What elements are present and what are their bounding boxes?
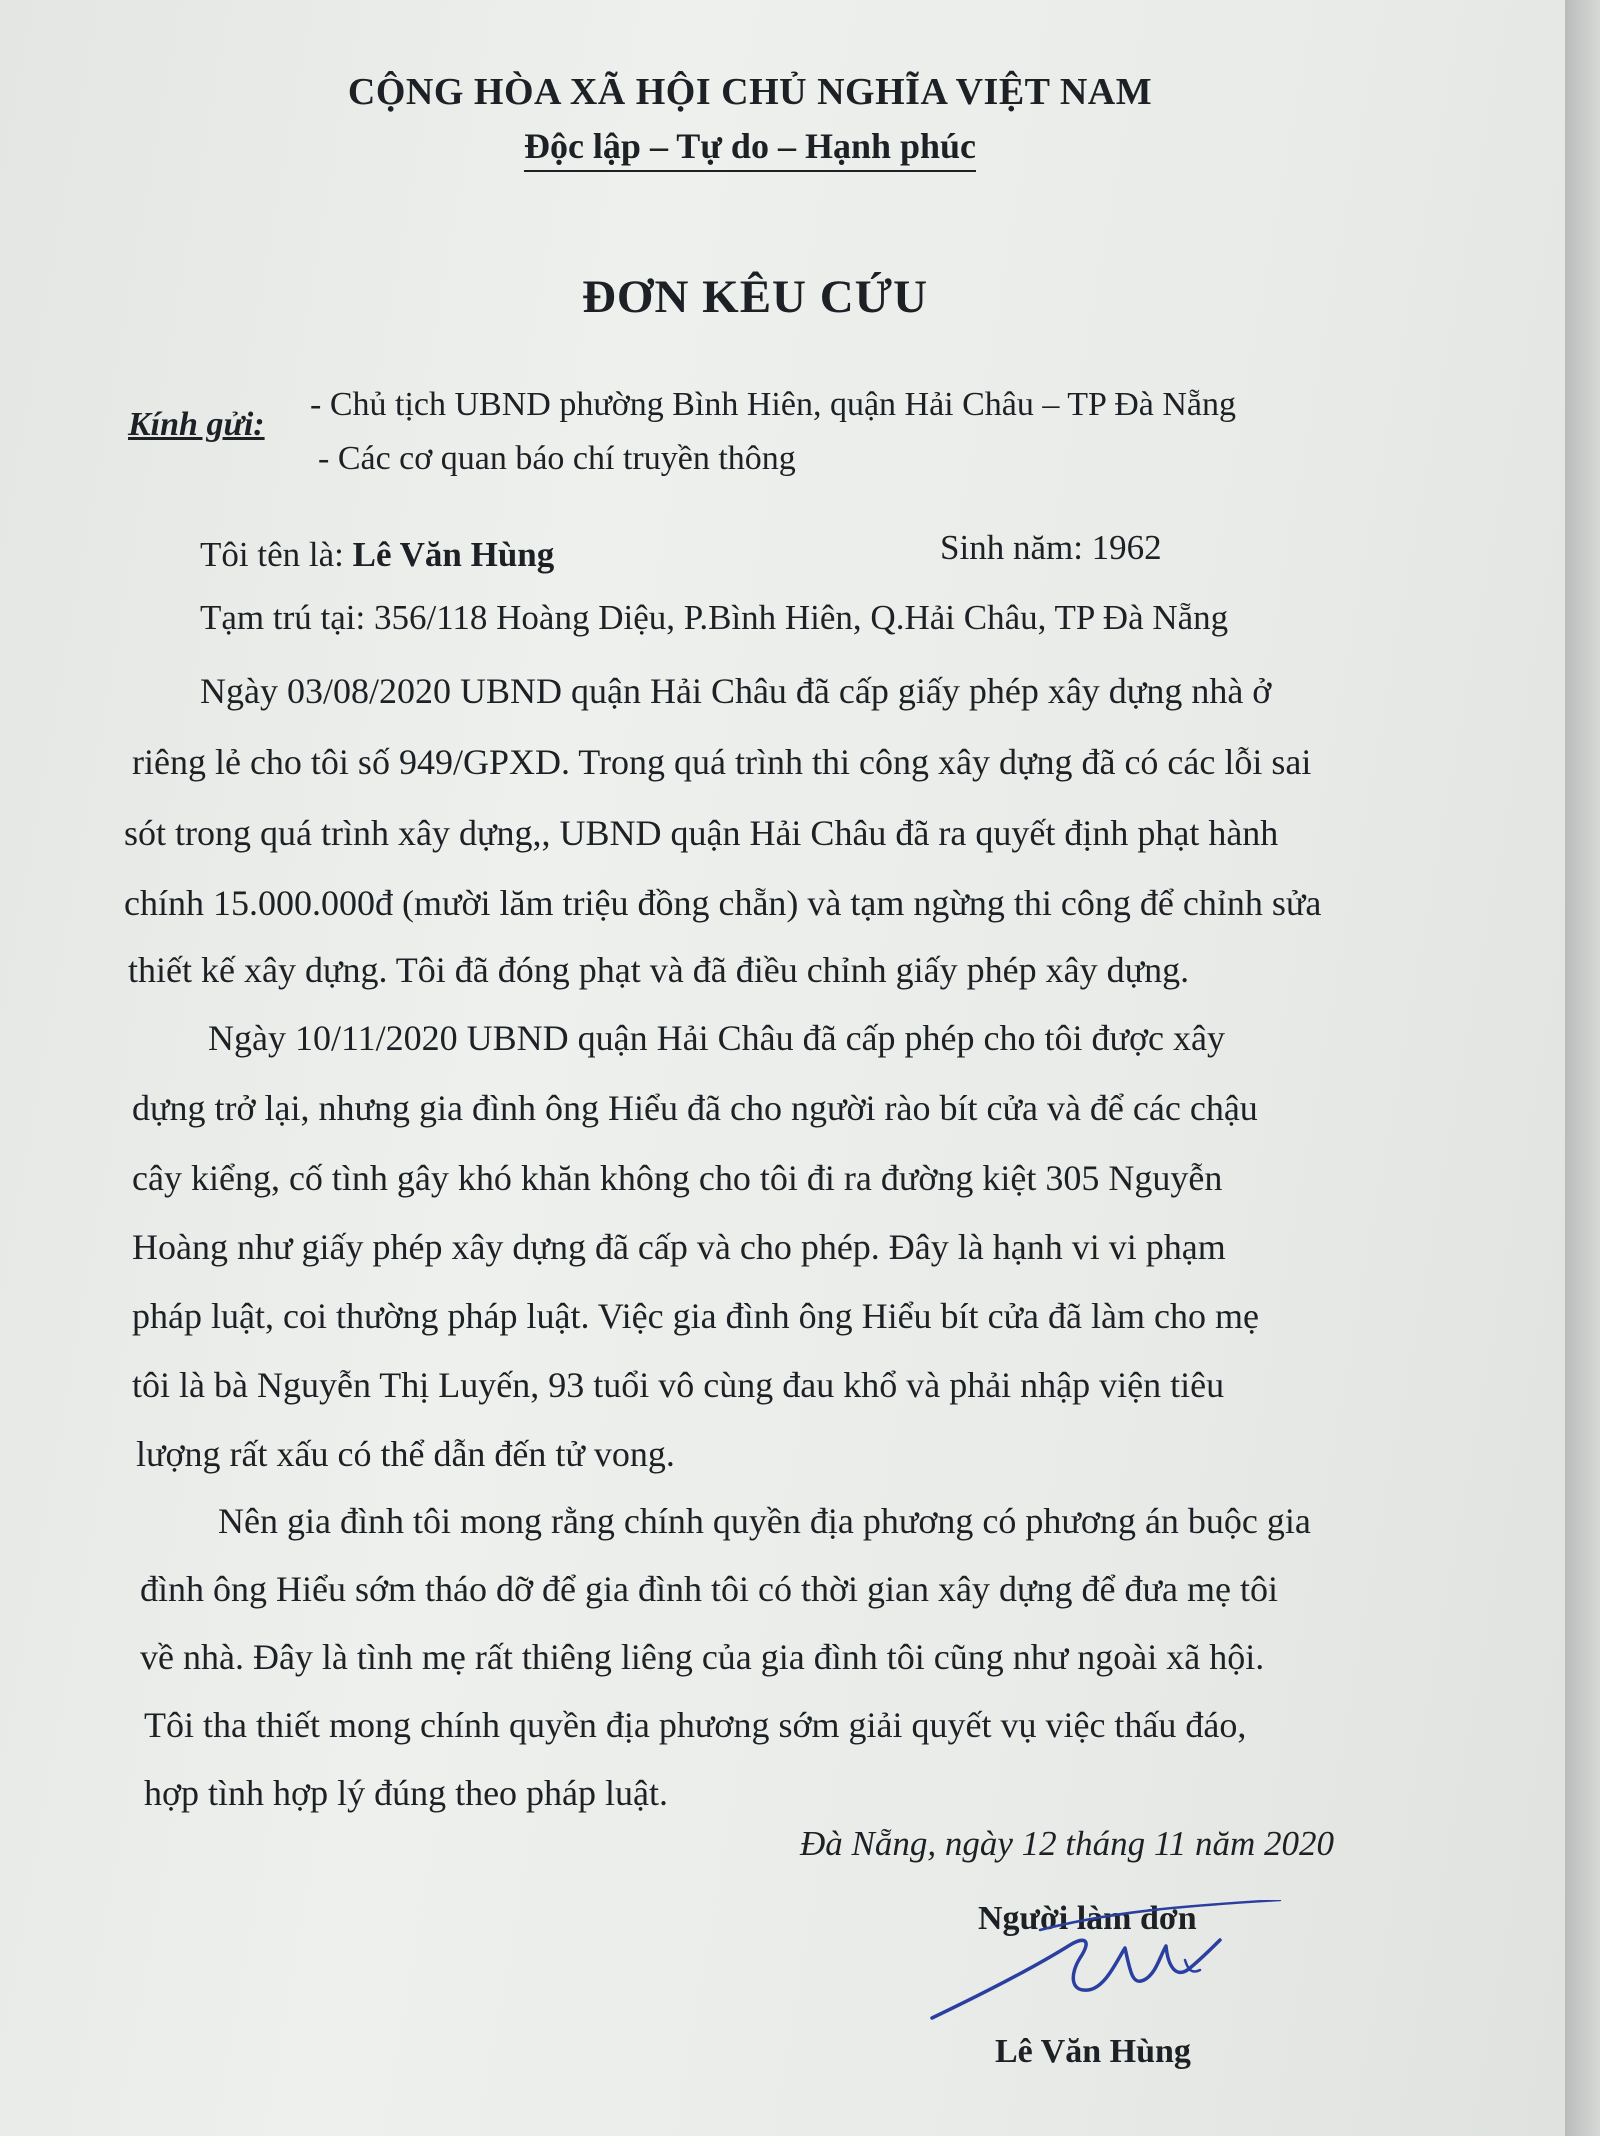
applicant-address: Tạm trú tại: 356/118 Hoàng Diệu, P.Bình Hiên, Q.Hải Châu, TP Đà Nẵng — [200, 598, 1229, 637]
applicant-birth-year: Sinh năm: 1962 — [940, 528, 1162, 567]
body-line: thiết kế xây dựng. Tôi đã đóng phạt và đã điều chỉnh giấy phép xây dựng. — [128, 950, 1190, 990]
body-line: dựng trở lại, nhưng gia đình ông Hiểu đã cho người rào bít cửa và để các chậu — [132, 1088, 1258, 1128]
body-line: pháp luật, coi thường pháp luật. Việc gia đình ông Hiểu bít cửa đã làm cho mẹ — [132, 1296, 1259, 1336]
body-line: riêng lẻ cho tôi số 949/GPXD. Trong quá trình thi công xây dựng đã có các lỗi sai — [132, 742, 1312, 782]
signer-name: Lê Văn Hùng — [995, 2033, 1191, 2070]
body-line: cây kiểng, cố tình gây khó khăn không cho tôi đi ra đường kiệt 305 Nguyễn — [132, 1158, 1223, 1198]
body-line: Ngày 10/11/2020 UBND quận Hải Châu đã cấp phép cho tôi được xây — [208, 1018, 1225, 1058]
applicant-name: Lê Văn Hùng — [352, 535, 555, 574]
recipients-label: Kính gửi: — [128, 406, 265, 443]
recipient-item: - Các cơ quan báo chí truyền thông — [318, 440, 796, 477]
motto-text: Độc lập – Tự do – Hạnh phúc — [524, 126, 976, 172]
body-line: sót trong quá trình xây dựng,, UBND quận Hải Châu đã ra quyết định phạt hành — [124, 813, 1279, 853]
applicant-name-label: Tôi tên là: — [200, 535, 344, 574]
body-line: hợp tình hợp lý đúng theo pháp luật. — [144, 1773, 669, 1813]
signer-role: Người làm đơn — [978, 1900, 1197, 1937]
body-line: Nên gia đình tôi mong rằng chính quyền địa phương có phương án buộc gia — [218, 1501, 1311, 1541]
national-title: CỘNG HÒA XÃ HỘI CHỦ NGHĨA VIỆT NAM — [347, 71, 1153, 113]
document-title: ĐƠN KÊU CỨU — [581, 271, 929, 323]
body-line: đình ông Hiểu sớm tháo dỡ để gia đình tôi có thời gian xây dựng để đưa mẹ tôi — [140, 1569, 1278, 1609]
body-line: Ngày 03/08/2020 UBND quận Hải Châu đã cấp giấy phép xây dựng nhà ở — [200, 671, 1272, 711]
applicant-name-line — [200, 535, 554, 575]
handwritten-signature — [920, 1900, 1290, 2030]
body-line: tôi là bà Nguyễn Thị Luyến, 93 tuổi vô cùng đau khổ và phải nhập viện tiêu — [132, 1365, 1225, 1405]
recipient-item: - Chủ tịch UBND phường Bình Hiên, quận Hải Châu – TP Đà Nẵng — [310, 386, 1236, 423]
national-motto — [0, 125, 1500, 167]
body-line: Tôi tha thiết mong chính quyền địa phương sớm giải quyết vụ việc thấu đáo, — [144, 1705, 1247, 1745]
body-line: Hoàng như giấy phép xây dựng đã cấp và cho phép. Đây là hạnh vi vi phạm — [132, 1227, 1226, 1267]
page-edge-shadow — [1565, 0, 1600, 2136]
body-line: về nhà. Đây là tình mẹ rất thiêng liêng của gia đình tôi cũng như ngoài xã hội. — [140, 1637, 1265, 1677]
body-line: lượng rất xấu có thể dẫn đến tử vong. — [136, 1434, 675, 1474]
place-and-date: Đà Nẵng, ngày 12 tháng 11 năm 2020 — [800, 1824, 1335, 1863]
body-line: chính 15.000.000đ (mười lăm triệu đồng chẵn) và tạm ngừng thi công để chỉnh sửa — [124, 883, 1322, 923]
